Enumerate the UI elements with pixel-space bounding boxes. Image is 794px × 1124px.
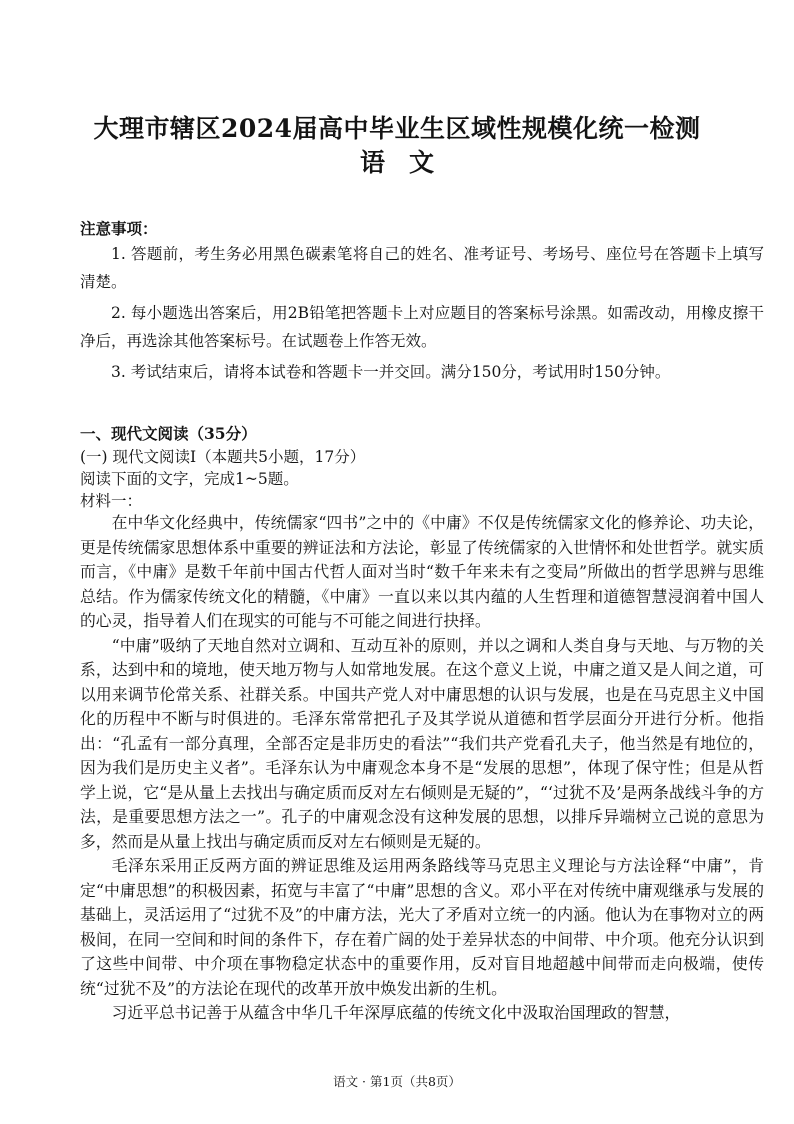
notice-heading: 注意事项： [80,219,158,238]
passage [80,511,764,1026]
passage-paragraph: “中庸”吸纳了天地自然对立调和、互动互补的原则，并以之调和人类自身与天地、与万物的关系，达到中和的境地，使天地万物与人如常地发展。在这个意义上说，中庸之道又是人间之道，可以用来调节伦常关系、社群关系。中国共产党人对中庸思想的认识与发展，也是在马克思主义中国化的历程中不断与时俱进的。毛泽东常常把孔子及其学说从道德和哲学层面分开进行分析。他指出：“孔孟有一部分真理，全部否定是非历史的看法”“我们共产党看孔夫子，他当然是有地位的，因为我们是历史主义者”。毛泽东认为中庸观念本身不是“发展的思想”，体现了保守性；但是从哲学上说，它“是从量上去找出与确定质而反对左右倾则是无疑的”，“‘过犹不及’是两条战线斗争的方法，是重要思想方法之一”。孔子的中庸观念没有这种发展的思想，以排斥异端树立己说的意思为多，然而是从量上找出与确定质而反对左右倾则是无疑的。 [80,635,764,851]
passage-paragraph: 在中华文化经典中，传统儒家“四书”之中的《中庸》不仅是传统儒家文化的修养论、功夫论，更是传统儒家思想体系中重要的辨证法和方法论，彰显了传统儒家的入世情怀和处世哲学。就实质而言，《中庸》是数千年前中国古代哲人面对当时“数千年来未有之变局”所做出的哲学思辨与思维总结。作为儒家传统文化的精髓，《中庸》一直以来以其内蕴的人生哲理和道德智慧浸润着中国人的心灵，指导着人们在现实的可能与不可能之间进行抉择。 [80,513,764,630]
material-label: 材料一： [80,492,143,510]
exam-title: 大理市辖区2024届高中毕业生区域性规模化统一检测 [93,114,701,143]
passage-paragraph: 毛泽东采用正反两方面的辨证思维及运用两条路线等马克思主义理论与方法诠释“中庸”，肯定“中庸思想”的积极因素，拓宽与丰富了“中庸”思想的含义。邓小平在对传统中庸观继承与发展的基础上，灵活运用了“过犹不及”的中庸方法，光大了矛盾对立统一的内涵。他认为在事物对立的两极间，在同一空间和时间的条件下，存在着广阔的处于差异状态的中间带、中介项。他充分认识到了这些中间带、中介项在事物稳定状态中的重要作用，反对盲目地超越中间带而走向极端，使传统“过犹不及”的方法论在现代的改革开放中焕发出新的生机。 [80,856,764,998]
subject-title: 语文 [359,148,458,177]
reading-instruction: 阅读下面的文字，完成1~5题。 [80,470,299,488]
page-footer: 语文 · 第1页（共8页） [333,1074,461,1089]
passage-paragraph: 习近平总书记善于从蕴含中华几千年深厚底蕴的传统文化中汲取治国理政的智慧， [111,1003,681,1022]
notice-item: 1. 答题前，考生务必用黑色碳素笔将自己的姓名、准考证号、考场号、座位号在答题卡上填写清楚。 [80,245,764,291]
subsection-heading: (一) 现代文阅读Ⅰ（本题共5小题，17分） [80,448,366,466]
notice-item: 2. 每小题选出答案后，用2B铅笔把答题卡上对应题目的答案标号涂黑。如需改动，用橡皮擦干净后，再选涂其他答案标号。在试题卷上作答无效。 [80,304,764,350]
notice-item: 3. 考试结束后，请将本试卷和答题卡一并交回。满分150分，考试用时150分钟。 [111,363,671,381]
section-heading: 一、现代文阅读（35分） [80,424,257,443]
